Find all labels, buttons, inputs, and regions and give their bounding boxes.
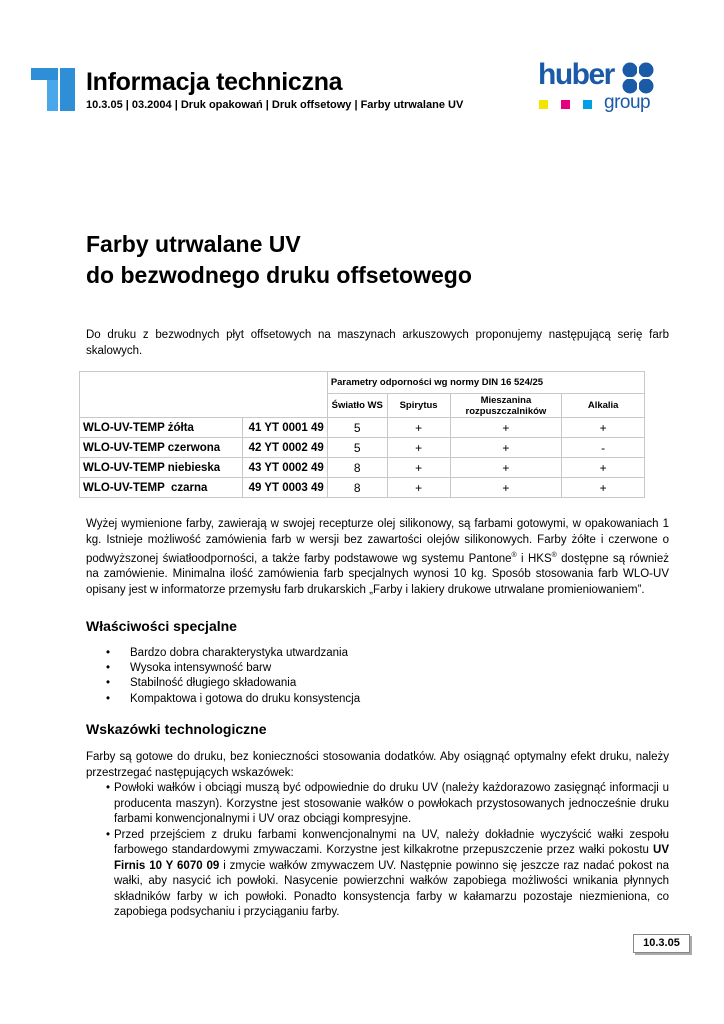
column-header: Światło WS — [327, 394, 387, 418]
column-header: Mieszanina rozpuszczalników — [450, 394, 562, 418]
value-cell: + — [387, 438, 450, 458]
table-row — [80, 438, 645, 458]
tech-hints-intro: Farby są gotowe do druku, bez konieczności stosowania dodatków. Aby osiągnąć optymalny efekt druku, należy przestrzegać następujących wskazówek: — [86, 751, 669, 779]
huber-group-logo — [538, 60, 658, 118]
product-name: WLO-UV-TEMP niebieska — [80, 458, 243, 478]
product-name: WLO-UV-TEMP żółta — [80, 418, 243, 438]
bullet-icon: • — [106, 677, 111, 690]
tech-hints-list — [86, 781, 669, 921]
value-cell: + — [562, 478, 645, 498]
logo-word-group: group — [604, 92, 651, 113]
logo-color-dots — [539, 100, 609, 110]
special-properties-heading: Właściwości specjalne — [86, 618, 237, 634]
clover-icon — [622, 62, 654, 94]
value-cell: + — [387, 458, 450, 478]
yellow-square-icon — [539, 100, 548, 109]
registered-mark: ® — [511, 552, 517, 559]
description-text: i HKS — [516, 552, 552, 565]
value-cell: + — [450, 478, 562, 498]
value-cell: 8 — [327, 458, 387, 478]
magenta-square-icon — [561, 100, 570, 109]
product-code: 49 YT 0003 49 — [242, 478, 327, 498]
registered-mark: ® — [551, 552, 557, 559]
page-code-box: 10.3.05 — [633, 934, 690, 953]
cyan-square-icon — [583, 100, 592, 109]
product-code: 43 YT 0002 49 — [242, 458, 327, 478]
product-highlight: UV Firnis 10 Y 6070 09 — [114, 844, 669, 872]
table-row — [80, 478, 645, 498]
intro-paragraph: Do druku z bezwodnych płyt offsetowych na maszynach arkuszowych proponujemy następującą serię farb skalowych. — [86, 329, 669, 357]
value-cell: + — [562, 418, 645, 438]
value-cell: + — [450, 458, 562, 478]
product-name: WLO-UV-TEMP czerwona — [80, 438, 243, 458]
list-item: • Bardzo dobra charakterystyka utwardzania — [86, 646, 360, 661]
value-cell: 8 — [327, 478, 387, 498]
section-number-icon — [31, 68, 75, 111]
table-row — [80, 418, 645, 438]
list-item: • Stabilność długiego składowania — [86, 676, 360, 691]
bullet-icon: • — [106, 828, 111, 841]
main-title — [86, 229, 472, 291]
logo-word-huber: huber — [538, 58, 614, 91]
description-text: Wyżej wymienione farby, zawierają w swojej recepturze olej silikonowy, są farbami gotowymi, w opakowaniach 1 kg. Istnieje możliwość zamówienia farb w wersji bez zawartości olejów silikonowych. Farby żółte i czerwone o podwyższonej światłoodporności, a także farby podstawowe wg systemu Pantone — [86, 518, 669, 565]
bullet-icon: • — [106, 647, 111, 659]
table-empty-header — [80, 372, 328, 418]
bullet-icon: • — [106, 662, 111, 675]
list-item: • Powłoki wałków i obciągi muszą być odpowiednie do druku UV (należy każdorazowo zasięgnąć informacji u producenta maszyn). Korzystne jest stosowanie wałków o powłokach przystosowanych jednocześnie druku farbami konwencjonalnymi i UV oraz obciągi kompresyjne. — [106, 782, 669, 825]
bullet-icon: • — [106, 782, 111, 794]
value-cell: + — [387, 418, 450, 438]
column-header: Spirytus — [387, 394, 450, 418]
value-cell: + — [450, 438, 562, 458]
value-cell: 5 — [327, 418, 387, 438]
bullet-icon: • — [106, 692, 111, 705]
value-cell: 5 — [327, 438, 387, 458]
value-cell: - — [562, 438, 645, 458]
value-cell: + — [562, 458, 645, 478]
main-title-line2: do bezwodnego druku offsetowego — [86, 262, 472, 288]
description-text: dostępne są również na zamówienie. Minimalna ilość zamówienia farb specjalnych wynosi 10 kg. Sposób stosowania farb WLO-UV opisany jest w informatorze przemysłu farb drukarskich „Farby i lakiery drukowe utrwalane promieniowaniem”. — [86, 552, 669, 596]
resistance-table — [79, 371, 645, 498]
table-row — [80, 458, 645, 478]
column-header: Alkalia — [562, 394, 645, 418]
list-item: • Przed przejściem z druku farbami konwencjonalnymi na UV, należy dokładnie wyczyścić wałki zespołu farbowego standardowymi zmywaczami. Korzystne jest kilkakrotne przepuszczenie przez wałki pokostu UV Firnis 10 Y 6070 09 i zmycie wałków zmywaczem UV. Następnie powinno się jeszcze raz nadać pokost na wałki, aby nasycić ich powłoki. Nasycenie powierzchni wałków zapobiega możliwości wnikania płynnych składników farby w ich powłoki. Ponadto konsystencja farby w kałamarzu pozostaje niezmieniona, co zapobiega podsychaniu i przyciąganiu farby. — [106, 828, 669, 918]
special-properties-list — [86, 646, 360, 707]
list-item: • Kompaktowa i gotowa do druku konsystencja — [86, 692, 360, 707]
document-meta-line: 10.3.05 | 03.2004 | Druk opakowań | Druk offsetowy | Farby utrwalane UV — [86, 99, 464, 111]
description-paragraph — [86, 517, 669, 598]
document-type-title: Informacja techniczna — [86, 68, 343, 96]
list-item: • Wysoka intensywność barw — [86, 661, 360, 676]
value-cell: + — [387, 478, 450, 498]
product-code: 41 YT 0001 49 — [242, 418, 327, 438]
product-code: 42 YT 0002 49 — [242, 438, 327, 458]
main-title-line1: Farby utrwalane UV — [86, 231, 301, 257]
value-cell: + — [450, 418, 562, 438]
product-name: WLO-UV-TEMP czarna — [80, 478, 243, 498]
table-param-title: Parametry odporności wg normy DIN 16 524/25 — [327, 372, 644, 394]
tech-hints-heading: Wskazówki technologiczne — [86, 721, 267, 737]
